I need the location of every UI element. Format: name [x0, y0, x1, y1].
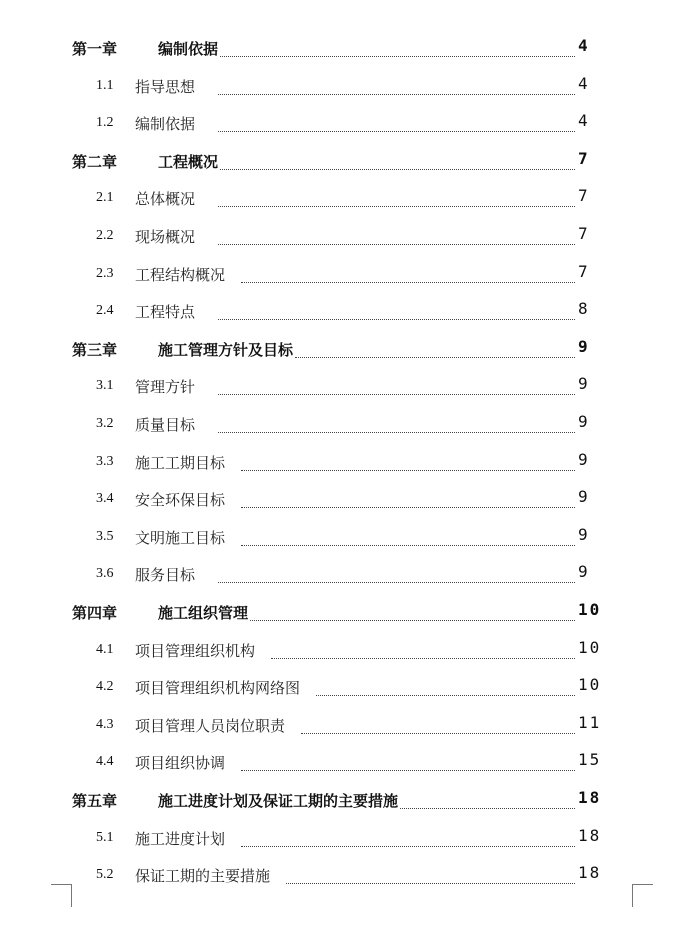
- toc-entry-number: 4.2: [96, 679, 114, 695]
- toc-entry-number: 第五章: [72, 792, 118, 810]
- toc-page-number: 4: [578, 36, 590, 55]
- toc-chapter-entry[interactable]: [0, 600, 687, 628]
- toc-entry-number: 第三章: [72, 340, 118, 359]
- toc-entry-title: 安全环保目标: [135, 491, 226, 510]
- toc-page-number: 7: [578, 186, 590, 206]
- toc-entry-number: 3.3: [96, 453, 114, 469]
- toc-chapter-entry[interactable]: [0, 788, 687, 816]
- toc-section-entry[interactable]: [0, 826, 687, 854]
- toc-section-entry[interactable]: [0, 299, 687, 327]
- toc-page-number: 10: [578, 600, 602, 619]
- toc-entry-title: 项目管理人员岗位职责: [135, 716, 286, 735]
- toc-chapter-entry[interactable]: [0, 149, 687, 177]
- toc-entry-number: 第二章: [72, 152, 118, 171]
- toc-section-entry[interactable]: [0, 74, 687, 102]
- toc-section-entry[interactable]: [0, 111, 687, 139]
- toc-section-entry[interactable]: [0, 525, 687, 553]
- toc-dot-leader: [218, 432, 575, 433]
- page-corner-mark-left: [51, 884, 72, 907]
- toc-entry-number: 3.1: [96, 378, 114, 394]
- toc-entry-title: 编制依据: [158, 40, 219, 58]
- toc-page-number: 9: [578, 487, 590, 507]
- toc-page-number: 9: [578, 412, 590, 431]
- toc-entry-title: 项目管理组织机构: [135, 641, 256, 660]
- toc-entry-number: 2.1: [96, 190, 114, 206]
- toc-entry-number: 5.1: [96, 829, 114, 845]
- toc-entry-number: 2.4: [96, 303, 114, 319]
- toc-entry-title: 指导思想: [135, 77, 196, 96]
- toc-section-entry[interactable]: [0, 262, 687, 290]
- toc-section-entry[interactable]: [0, 186, 687, 214]
- toc-dot-leader: [286, 883, 575, 884]
- toc-dot-leader: [250, 620, 575, 621]
- toc-entry-title: 施工进度计划及保证工期的主要措施: [158, 792, 399, 810]
- toc-page-number: 7: [578, 224, 590, 243]
- toc-entry-title: 施工组织管理: [158, 604, 249, 622]
- toc-entry-number: 第四章: [72, 604, 118, 622]
- toc-dot-leader: [220, 56, 575, 57]
- toc-entry-number: 第一章: [72, 40, 118, 58]
- toc-entry-number: 3.5: [96, 528, 114, 544]
- toc-dot-leader: [241, 507, 575, 508]
- toc-dot-leader: [400, 808, 575, 809]
- toc-dot-leader: [220, 169, 575, 170]
- toc-entry-title: 管理方针: [135, 378, 196, 397]
- toc-dot-leader: [218, 244, 575, 245]
- toc-page-number: 9: [578, 524, 590, 544]
- toc-entry-title: 项目组织协调: [135, 754, 226, 773]
- toc-entry-number: 2.3: [96, 265, 114, 281]
- toc-entry-title: 质量目标: [135, 416, 196, 434]
- toc-dot-leader: [241, 846, 575, 847]
- toc-page-number: 9: [578, 336, 590, 356]
- toc-dot-leader: [241, 470, 575, 471]
- toc-section-entry[interactable]: [0, 374, 687, 402]
- toc-page-number: 7: [578, 261, 590, 281]
- toc-page-number: 10: [578, 675, 602, 695]
- toc-entry-title: 工程概况: [158, 152, 219, 171]
- toc-entry-number: 2.2: [96, 228, 114, 243]
- toc-dot-leader: [218, 319, 575, 320]
- toc-entry-number: 5.2: [96, 867, 114, 883]
- toc-section-entry[interactable]: [0, 863, 687, 891]
- toc-section-entry[interactable]: [0, 750, 687, 778]
- toc-dot-leader: [241, 770, 575, 771]
- toc-page-number: 18: [578, 863, 602, 883]
- toc-section-entry[interactable]: [0, 638, 687, 666]
- toc-entry-title: 总体概况: [135, 190, 196, 209]
- toc-entry-title: 项目管理组织机构网络图: [135, 679, 301, 698]
- toc-page-number: 10: [578, 637, 602, 657]
- toc-entry-number: 3.4: [96, 491, 114, 507]
- toc-chapter-entry[interactable]: [0, 36, 687, 64]
- toc-entry-title: 施工进度计划: [135, 829, 226, 848]
- toc-entry-number: 4.3: [96, 716, 114, 732]
- toc-entry-number: 1.2: [96, 115, 114, 131]
- toc-dot-leader: [218, 206, 575, 207]
- toc-entry-number: 4.1: [96, 641, 114, 657]
- toc-entry-title: 工程特点: [135, 303, 196, 322]
- toc-entry-title: 工程结构概况: [135, 265, 226, 284]
- toc-page-number: 18: [578, 788, 602, 807]
- page-corner-mark-right: [632, 884, 653, 907]
- toc-section-entry[interactable]: [0, 412, 687, 440]
- toc-entry-title: 施工工期目标: [135, 453, 226, 472]
- toc-page-number: 9: [578, 374, 590, 394]
- toc-entry-title: 保证工期的主要措施: [135, 867, 271, 886]
- toc-entry-number: 3.2: [96, 416, 114, 431]
- toc-section-entry[interactable]: [0, 562, 687, 590]
- toc-page-number: 8: [578, 299, 590, 319]
- toc-page-number: 18: [578, 825, 602, 845]
- toc-chapter-entry[interactable]: [0, 337, 687, 365]
- toc-entry-number: 4.4: [96, 754, 114, 770]
- toc-dot-leader: [241, 545, 575, 546]
- toc-dot-leader: [295, 357, 575, 358]
- toc-dot-leader: [241, 282, 575, 283]
- toc-page-number: 9: [578, 562, 590, 582]
- toc-entry-title: 服务目标: [135, 566, 196, 585]
- toc-dot-leader: [316, 695, 575, 696]
- toc-section-entry[interactable]: [0, 675, 687, 703]
- toc-entry-title: 施工管理方针及目标: [158, 340, 294, 359]
- toc-page-number: 9: [578, 449, 590, 469]
- toc-page-number: 11: [578, 712, 602, 732]
- toc-page-number: 15: [578, 750, 602, 770]
- toc-entry-number: 1.1: [96, 77, 114, 93]
- toc-section-entry[interactable]: [0, 487, 687, 515]
- toc-dot-leader: [271, 658, 575, 659]
- toc-dot-leader: [218, 131, 575, 132]
- toc-entry-title: 文明施工目标: [135, 528, 226, 547]
- toc-section-entry[interactable]: [0, 713, 687, 741]
- toc-dot-leader: [218, 582, 575, 583]
- toc-entry-title: 现场概况: [135, 228, 196, 246]
- toc-entry-title: 编制依据: [135, 115, 196, 134]
- toc-page-number: 7: [578, 148, 590, 168]
- toc-section-entry[interactable]: [0, 450, 687, 478]
- toc-page-number: 4: [578, 73, 590, 93]
- toc-page-number: 4: [578, 111, 590, 131]
- toc-entry-number: 3.6: [96, 566, 114, 582]
- toc-section-entry[interactable]: [0, 224, 687, 252]
- toc-dot-leader: [218, 94, 575, 95]
- toc-dot-leader: [218, 394, 575, 395]
- toc-dot-leader: [301, 733, 575, 734]
